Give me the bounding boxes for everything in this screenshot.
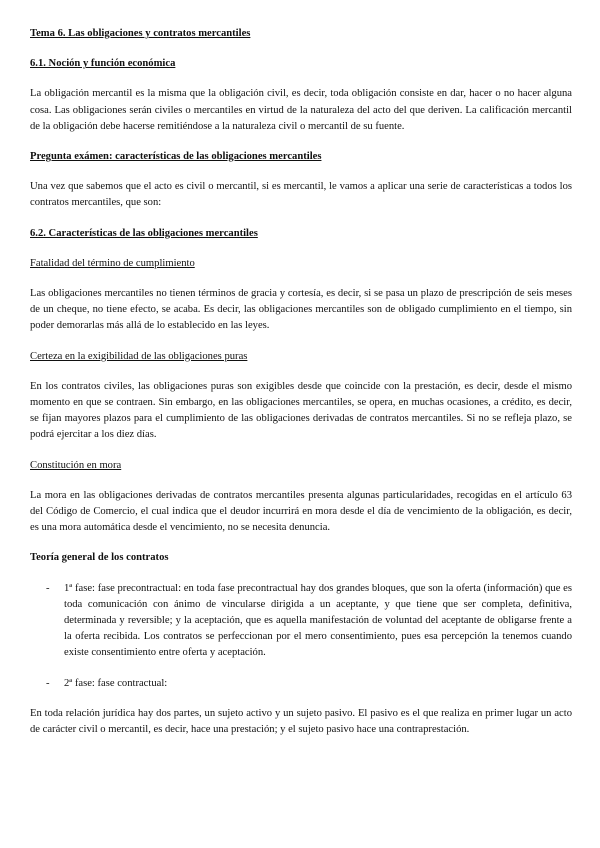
phase-1-text: 1ª fase: fase precontractual: en toda fase precontractual hay dos grandes bloques, que son la oferta (información) que es toda comunicación con ánimo de vincularse dirigida a un aceptante, y que tiene que ser completa, definitiva, determinada y reversible; y la aceptación, que es aquella manifestación de voluntad del aceptante de obligarse frente a la oferta recibida. Los contratos se perfeccionan por el mero consentimiento, pues esa percepción la tenemos cuando existe consentimiento entre oferta y aceptación. <box>64 582 572 659</box>
certeza-heading: Certeza en la exigibilidad de las obligaciones puras <box>30 350 248 362</box>
document-page <box>30 26 572 738</box>
bullet-dash: - <box>46 677 50 689</box>
mora-heading: Constitución en mora <box>30 459 122 471</box>
exam-question-heading: Pregunta exámen: características de las obligaciones mercantiles <box>30 151 322 163</box>
teoria-heading: Teoría general de los contratos <box>30 552 169 564</box>
fatalidad-heading: Fatalidad del término de cumplimiento <box>30 257 195 269</box>
document-title: Tema 6. Las obligaciones y contratos mercantiles <box>30 28 251 39</box>
section-6-2-heading: 6.2. Características de las obligaciones mercantiles <box>30 227 258 239</box>
phase-2-text: 2ª fase: fase contractual: <box>64 677 168 689</box>
section-6-1-heading: 6.1. Noción y función económica <box>30 58 176 70</box>
list-item <box>30 581 572 662</box>
exam-question-paragraph: Una vez que sabemos que el acto es civil o mercantil, si es mercantil, le vamos a aplicar una serie de características a todos los contratos mercantiles, que son: <box>30 181 572 209</box>
teoria-paragraph: En toda relación jurídica hay dos partes, un sujeto activo y un sujeto pasivo. El pasivo es el que realiza en primer lugar un acto de carácter civil o mercantil, es decir, hace una prestación; y el sujeto pasivo hace una contraprestación. <box>30 707 572 736</box>
fatalidad-paragraph: Las obligaciones mercantiles no tienen términos de gracia y cortesía, es decir, si se pasa un plazo de prescripción de seis meses de un cheque, no tiene efecto, se acaba. Es decir, las obligaciones mercantiles son de obligado cumplimiento en el tiempo, sin poder demorarlas más allá de lo establecido en las leyes. <box>30 288 572 332</box>
list-spacer <box>30 662 572 676</box>
mora-paragraph: La mora en las obligaciones derivadas de contratos mercantiles presenta algunas particularidades, recogidas en el artículo 63 del Código de Comercio, el cual indica que el deudor incurrirá en mora desde el día de vencimiento de la obligación, es decir, es una mora automática desde el vencimiento, no se necesita denuncia. <box>30 489 572 534</box>
list-item <box>30 676 572 692</box>
section-6-1-paragraph: La obligación mercantil es la misma que la obligación civil, es decir, toda obligación consiste en dar, hacer o no hacer alguna cosa. Las obligaciones serán civiles o mercantiles en virtud de la naturaleza del acto del que deriven. La calificación mercantil de la obligación debe hacerse remitiéndose a la naturaleza civil o mercantil de su fuente. <box>30 88 572 132</box>
bullet-dash: - <box>46 582 50 594</box>
certeza-paragraph: En los contratos civiles, las obligaciones puras son exigibles desde que coincide con la prestación, es decir, desde el mismo momento en que se contraen. Sin embargo, en las obligaciones mercantiles, se opera, en muchas ocasiones, a crédito, es decir, se fijan mayores plazos para el cumplimiento de las obligaciones derivadas de contratos mercantiles. Si no se refleja plazo, se podrá ejercitar a los diez días. <box>30 380 572 441</box>
phases-list <box>30 581 572 692</box>
